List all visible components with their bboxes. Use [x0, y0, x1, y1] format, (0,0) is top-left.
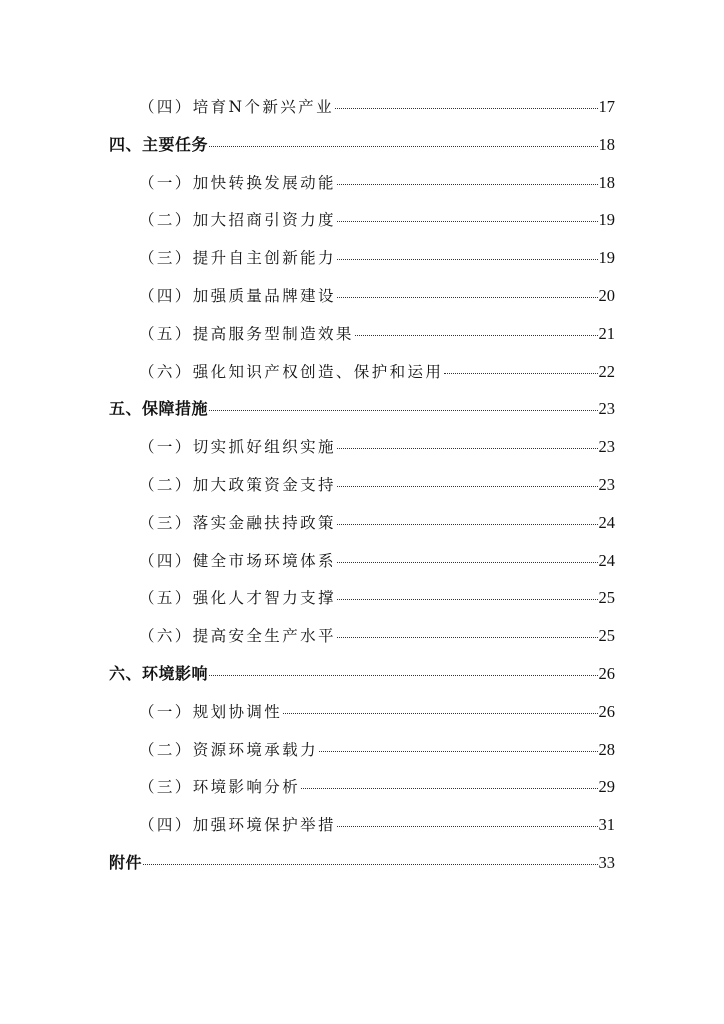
dot-leader: [337, 637, 598, 638]
toc-entry-page: 18: [598, 134, 615, 154]
toc-entry-title: （五）提高服务型制造效果: [139, 324, 354, 343]
toc-entry-page: 29: [598, 777, 615, 797]
toc-entry[interactable]: [109, 357, 615, 395]
toc-section-heading[interactable]: [109, 130, 615, 168]
dot-leader: [337, 524, 598, 525]
toc-entry-page: 23: [598, 474, 615, 494]
toc-entry-page: 28: [598, 739, 615, 759]
dot-leader: [283, 713, 597, 714]
toc-entry[interactable]: [109, 432, 615, 470]
toc-entry-title: （一）规划协调性: [139, 702, 283, 721]
toc-section-heading[interactable]: [109, 394, 615, 432]
dot-leader: [209, 675, 597, 676]
toc-entry[interactable]: [109, 583, 615, 621]
toc-entry-title: （六）提高安全生产水平: [139, 627, 336, 646]
toc-entry-title: （三）环境影响分析: [139, 778, 301, 797]
toc-entry-title: 附件: [109, 852, 143, 872]
toc-entry-title: （二）加大招商引资力度: [139, 211, 336, 230]
toc-entry[interactable]: [109, 735, 615, 773]
toc-entry[interactable]: [109, 281, 615, 319]
toc-entry-title: 四、主要任务: [109, 134, 209, 154]
dot-leader: [444, 373, 597, 374]
toc-entry-page: 21: [598, 323, 615, 343]
toc-entry[interactable]: [109, 92, 615, 130]
toc-entry[interactable]: [109, 810, 615, 848]
toc-entry[interactable]: [109, 319, 615, 357]
toc-entry[interactable]: [109, 508, 615, 546]
toc-entry-title: （三）落实金融扶持政策: [139, 513, 336, 532]
toc-entry[interactable]: [109, 243, 615, 281]
toc-entry[interactable]: [109, 168, 615, 206]
dot-leader: [319, 751, 597, 752]
toc-entry-title: （六）强化知识产权创造、保护和运用: [139, 362, 444, 381]
toc-entry-page: 23: [598, 399, 615, 419]
dot-leader: [337, 826, 598, 827]
dot-leader: [337, 448, 598, 449]
dot-leader: [337, 259, 598, 260]
toc-entry[interactable]: [109, 546, 615, 584]
toc-entry-page: 25: [598, 588, 615, 608]
toc-entry[interactable]: [109, 772, 615, 810]
toc-entry-page: 20: [598, 285, 615, 305]
toc-entry-page: 18: [598, 172, 615, 192]
toc-entry-title: （五）强化人才智力支撑: [139, 589, 336, 608]
toc-entry[interactable]: [109, 470, 615, 508]
dot-leader: [335, 108, 598, 109]
toc-section-heading[interactable]: [109, 848, 615, 886]
dot-leader: [337, 486, 598, 487]
toc-entry-title: （二）加大政策资金支持: [139, 475, 336, 494]
dot-leader: [337, 599, 598, 600]
toc-entry-title: （一）加快转换发展动能: [139, 173, 336, 192]
toc-entry-title: （三）提升自主创新能力: [139, 249, 336, 268]
dot-leader: [209, 146, 597, 147]
dot-leader: [337, 184, 598, 185]
toc-entry-page: 26: [598, 701, 615, 721]
toc-entry-page: 31: [598, 815, 615, 835]
toc-entry-page: 24: [598, 512, 615, 532]
dot-leader: [301, 788, 597, 789]
toc-entry-title: （一）切实抓好组织实施: [139, 438, 336, 457]
dot-leader: [337, 562, 598, 563]
toc-entry-page: 25: [598, 626, 615, 646]
toc-entry-page: 24: [598, 550, 615, 570]
toc-entry[interactable]: [109, 697, 615, 735]
table-of-contents: [109, 92, 615, 886]
toc-entry-title: 六、环境影响: [109, 663, 209, 683]
dot-leader: [337, 221, 598, 222]
toc-entry-page: 26: [598, 663, 615, 683]
toc-section-heading[interactable]: [109, 659, 615, 697]
toc-entry-title: （四）加强环境保护举措: [139, 816, 336, 835]
toc-entry[interactable]: [109, 205, 615, 243]
toc-entry-title: （四）加强质量品牌建设: [139, 286, 336, 305]
dot-leader: [209, 410, 597, 411]
dot-leader: [337, 297, 598, 298]
toc-entry-title: 五、保障措施: [109, 399, 209, 419]
toc-entry-title: （二）资源环境承载力: [139, 740, 319, 759]
toc-entry-page: 17: [598, 97, 615, 116]
toc-entry-page: 19: [598, 210, 615, 230]
dot-leader: [143, 864, 597, 865]
toc-entry-page: 23: [598, 437, 615, 457]
toc-entry-title: （四）培育N个新兴产业: [139, 98, 334, 116]
dot-leader: [355, 335, 598, 336]
toc-entry-page: 19: [598, 248, 615, 268]
toc-entry[interactable]: [109, 621, 615, 659]
toc-entry-page: 22: [598, 361, 615, 381]
toc-entry-title: （四）健全市场环境体系: [139, 551, 336, 570]
toc-entry-page: 33: [598, 852, 615, 872]
